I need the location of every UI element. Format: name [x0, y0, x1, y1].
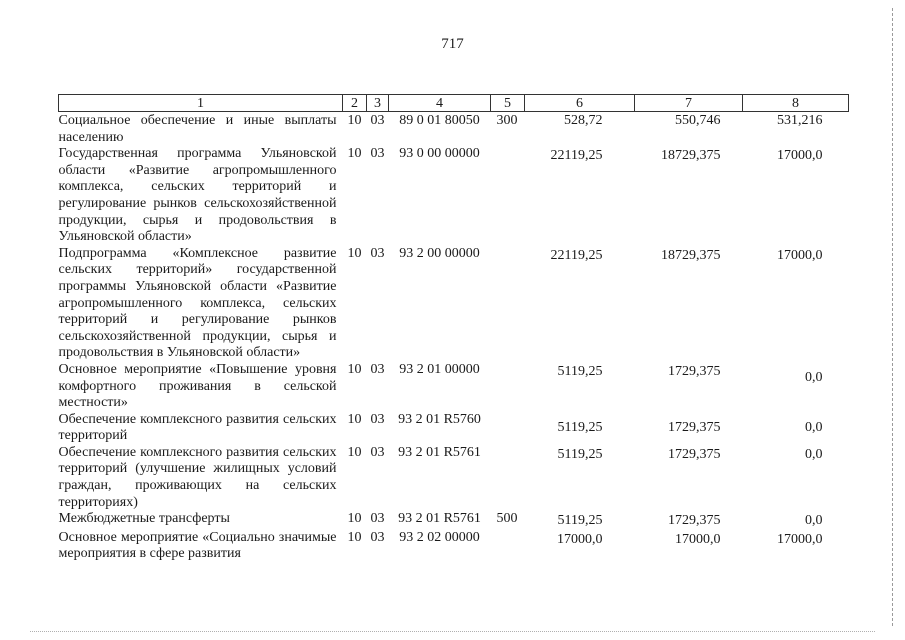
- table-row: [59, 362, 849, 412]
- header-col-1: 1: [59, 95, 343, 112]
- table-header: [59, 95, 849, 112]
- row-value-6: 5119,25: [557, 513, 603, 529]
- row-subsection: 03: [370, 511, 385, 527]
- row-expense-type: [491, 146, 525, 246]
- row-value-7: 550,746: [675, 113, 721, 128]
- row-subsection: 03: [370, 113, 385, 128]
- row-value-8: 531,216: [777, 113, 823, 128]
- row-target-article: 93 2 01 R5761: [398, 444, 481, 460]
- table-row: [59, 412, 849, 445]
- row-value-8: 0,0: [805, 419, 823, 435]
- row-value-8: 17000,0: [777, 531, 823, 547]
- row-name: Основное мероприятие «Социально значимые мероприятия в сфере развития: [58, 529, 337, 562]
- row-expense-type: [491, 445, 525, 511]
- header-col-2: 2: [343, 95, 367, 112]
- header-row: [59, 95, 849, 112]
- row-value-8: 0,0: [805, 446, 823, 462]
- row-value-6: 528,72: [564, 113, 603, 128]
- row-value-8: 17000,0: [777, 247, 823, 263]
- row-section: 10: [347, 361, 362, 377]
- row-value-8: 0,0: [805, 513, 823, 529]
- row-section: 10: [347, 444, 362, 460]
- row-name: Социальное обеспечение и иные выплаты населению: [58, 113, 337, 145]
- row-name: Межбюджетные трансферты: [58, 511, 230, 527]
- page-number: 717: [441, 36, 464, 52]
- scan-bottom-line: [30, 631, 875, 632]
- row-expense-type: 500: [496, 511, 518, 527]
- row-section: 10: [347, 529, 362, 545]
- row-value-7: 17000,0: [675, 531, 721, 547]
- row-section: 10: [347, 511, 362, 527]
- row-target-article: 93 2 00 00000: [399, 245, 480, 261]
- row-section: 10: [347, 113, 362, 128]
- row-name: Основное мероприятие «Повышение уровня комфортного проживания в сельской местности»: [58, 361, 337, 411]
- table-row: [59, 445, 849, 511]
- row-section: 10: [347, 411, 362, 427]
- row-section: 10: [347, 245, 362, 261]
- table-row: [59, 112, 849, 147]
- row-value-8: 17000,0: [777, 148, 823, 164]
- row-value-6: 5119,25: [557, 446, 603, 462]
- row-value-6: 22119,25: [550, 148, 603, 164]
- row-subsection: 03: [370, 444, 385, 460]
- row-value-7: 1729,375: [668, 446, 721, 462]
- row-expense-type: [491, 412, 525, 445]
- table-row: [59, 530, 849, 563]
- header-col-8: 8: [743, 95, 849, 112]
- row-expense-type: 300: [496, 113, 518, 128]
- row-value-7: 1729,375: [668, 363, 721, 379]
- row-value-7: 1729,375: [668, 419, 721, 435]
- row-value-7: 1729,375: [668, 513, 721, 529]
- row-target-article: 93 2 02 00000: [399, 529, 480, 545]
- row-value-6: 22119,25: [550, 247, 603, 263]
- row-name: Подпрограмма «Комплексное развитие сельских территорий» государственной программы Ульяновской области «Развитие агропромышленного комплекса, сельских территорий и регулирование рынков сельскохозяйственной продукции, сырья и продовольствия в Ульяновской области»: [58, 245, 337, 361]
- row-name: Обеспечение комплексного развития сельских территорий (улучшение жилищных условий граждан, проживающих на сельских территориях): [58, 444, 337, 510]
- header-col-5: 5: [491, 95, 525, 112]
- row-value-7: 18729,375: [661, 148, 721, 164]
- table-row: [59, 511, 849, 530]
- header-col-7: 7: [635, 95, 743, 112]
- row-target-article: 93 2 01 R5761: [398, 511, 481, 527]
- row-value-6: 5119,25: [557, 419, 603, 435]
- row-value-8: 0,0: [805, 369, 823, 385]
- row-target-article: 93 2 01 R5760: [398, 411, 481, 427]
- row-expense-type: [491, 362, 525, 412]
- row-expense-type: [491, 530, 525, 563]
- row-subsection: 03: [370, 146, 385, 162]
- row-subsection: 03: [370, 411, 385, 427]
- row-expense-type: [491, 246, 525, 362]
- row-value-6: 5119,25: [557, 363, 603, 379]
- header-col-6: 6: [525, 95, 635, 112]
- table-row: [59, 146, 849, 246]
- budget-table: [58, 94, 849, 563]
- scan-edge-line: [892, 8, 893, 626]
- row-value-6: 17000,0: [557, 531, 603, 547]
- row-subsection: 03: [370, 361, 385, 377]
- row-section: 10: [347, 146, 362, 162]
- row-name: Государственная программа Ульяновской области «Развитие агропромышленного комплекса, сельских территорий и регулирование рынков сельскохозяйственной продукции, сырья и продовольствия в Ульяновской области»: [58, 146, 337, 245]
- row-value-7: 18729,375: [661, 247, 721, 263]
- row-subsection: 03: [370, 529, 385, 545]
- row-target-article: 93 2 01 00000: [399, 361, 480, 377]
- row-target-article: 93 0 00 00000: [399, 146, 480, 162]
- header-col-3: 3: [367, 95, 389, 112]
- row-subsection: 03: [370, 245, 385, 261]
- row-name: Обеспечение комплексного развития сельских территорий: [58, 411, 337, 444]
- table-body: [59, 112, 849, 564]
- table-row: [59, 246, 849, 362]
- header-col-4: 4: [389, 95, 491, 112]
- row-target-article: 89 0 01 80050: [399, 113, 480, 128]
